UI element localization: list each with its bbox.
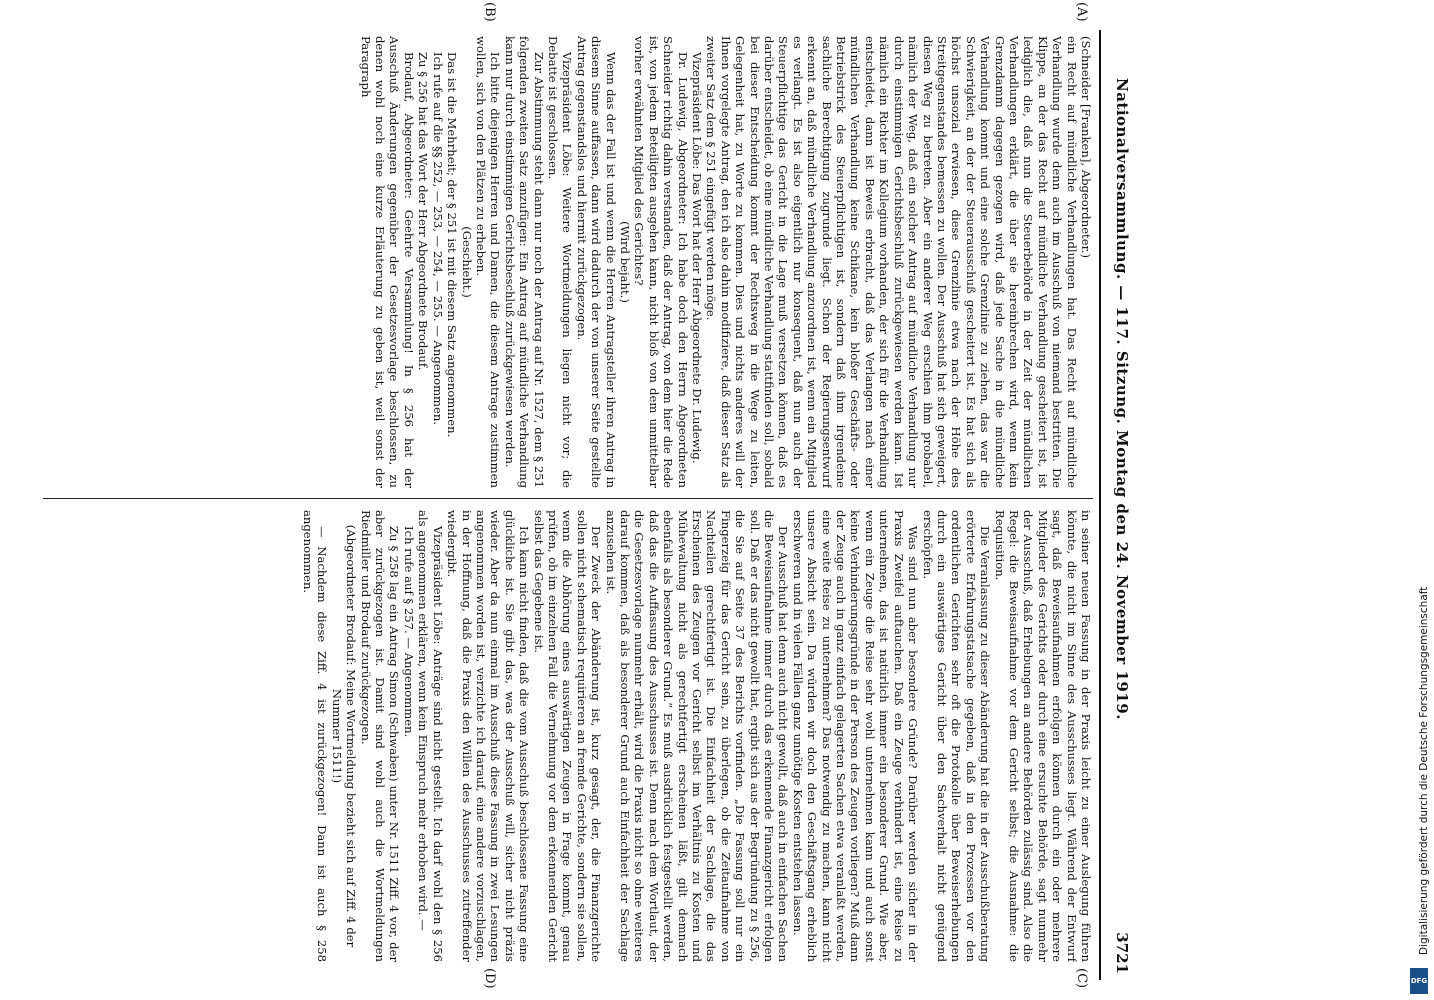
left-text-column (43, 36, 1093, 488)
left-column-paragraph: Zu § 256 hat das Wort der Herr Abgeordnete Brodauf. (416, 52, 431, 371)
right-column-paragraph: in seiner neuen Fassung in der Praxis leicht zu einer Auslegung führen könnte, die nicht im Sinne des Ausschusses liegt. Während der Entwurf sagt, daß Beweisaufnahmen erfolgen können durch ein oder mehrere Mitglieder des Gerichts oder durch eine ersuchte Behörde, sagt nunmehr der Ausschuß, daß Erhebungen an andere Behörden zulässig sind. Also die Regel: die Beweisaufnahme vor dem Gericht selbst; die Ausnahme: die Requisition. (992, 510, 1093, 962)
right-column-paragraph: Die Veranlassung zu dieser Abänderung hat die in der Ausschußberatung erörterte Erfahrungstatsache gegeben, daß in den Prozessen vor den ordentlichen Gerichten sehr oft die Protokolle über Beweiserhebungen durch ein auswärtiges Gericht über den Sachverhalt nicht genügend erschöpfen. (920, 510, 993, 962)
left-column-paragraph: (Wird bejaht.) (618, 221, 632, 303)
right-column-paragraph: Was sind nun aber besondere Gründe? Darüber werden sicher in der Praxis Zweifel auftauchen. Daß ein Zeuge verhindert ist, eine Reise zu unternehmen, das ist natürlich immer ein besonderer Grund. Wie aber, wenn ein Zeuge die Reise sehr wohl unternehmen kann und auch sonst keine Verhinderungsgründe in der Person des Zeugen vorliegen? Muß dann der Zeuge auch in ganz einfach gelagerten Sachen etwa veranlaßt werden, eine weite Reise zu unternehmen? Das notwendig zu machen, kann nicht unsere Absicht sein. Da würden wir doch den Geschäftsgang erheblich erschweren und in vielen Fällen ganz unnötige Kosten entstehen lassen. (790, 510, 921, 962)
page-header (1099, 30, 1141, 980)
left-column-paragraph: Ich bitte diejenigen Herren und Damen, die diesem Antrage zustimmen wollen, sich von den Plätzen zu erheben. (473, 36, 503, 488)
right-column-paragraph: Ich rufe auf § 257. — Angenommen. (401, 526, 416, 738)
margin-marker-c: (C) (1074, 968, 1089, 989)
margin-marker-a: (A) (1074, 2, 1089, 22)
page-title: Nationalversammlung. — 117. Sitzung. Montag den 24. November 1919. (1113, 78, 1131, 720)
left-column-paragraph: Ich rufe auf die §§ 252, — 253, — 254, — 255. — Angenommen. (430, 52, 445, 426)
left-column-paragraph: Das ist die Mehrheit; der § 251 ist mit diesem Satz angenommen. (445, 52, 460, 438)
right-column-paragraph: Der Ausschuß hat denn auch nicht gewollt, daß auch in einfachen Sachen die Beweisaufnahme immer durch das erkennende Finanzgericht erfolgen soll. Daß er das nicht gewollt hat, ergibt sich aus der Begründung zu § 256, die Sie auf Seite 37 des Berichts vorfinden. „Die Fassung soll nur ein Fingerzeig für das Gericht sein, zu überlegen, ob die Zeitaufnahme von Nachteilen gerechtfertigt ist. Die Einfachheit der Sachlage, die das Erscheinen des Zeugen vor Gericht selbst im Verhältnis zu Kosten und Mühewaltung nicht als gerechtfertigt erscheinen läßt, gilt demnach ebenfalls als besonderer Grund.“ Es muß ausdrücklich festgestellt werden, daß das die Auffassung des Ausschusses ist. Denn nach dem Wortlaut, der die Gesetzesvorlage nunmehr erhält, wird die Praxis nicht so ohne weiteres darauf kommen, daß als besonderer Grund auch Einfachheit der Sachlage anzusehen ist. (603, 510, 791, 962)
right-text-column (43, 510, 1093, 962)
scanned-page (32, 0, 1147, 1000)
column-divider (43, 498, 1093, 499)
left-column-paragraph: Wenn das der Fall ist und wenn die Herren Antragsteller ihren Antrag in diesem Sinne auffassen, dann wird dadurch der von unserer Seite gestellte Antrag gegenstandslos und hiermit zurückgezogen. (574, 36, 618, 488)
dfg-logo: DFG (1410, 968, 1428, 994)
left-column-paragraph: Brodauf, Abgeordneter: Geehrte Versammlung! In § 256 hat der Ausschuß Änderungen gegenüber der Gesetzesvorlage beschlossen, zu denen wohl noch eine kurze Erläuterung zu geben ist, weil sonst der Paragraph (358, 36, 416, 488)
right-column-paragraph: Zu § 258 lag ein Antrag Simon (Schwaben) unter Nr. 1511 Ziff. 4 vor, der aber zurückgezogen ist. Damit sind wohl auch die Wortmeldungen Riedmiller und Brodauf zurückgezogen. (358, 510, 402, 962)
right-column-paragraph: Der Zweck der Abänderung ist, kurz gesagt, der, die Finanzgerichte sollen nicht schematisch requirieren an fremde Gerichte, sondern sie sollen, wenn die Abhörung eines auswärtigen Zeugen in Frage kommt, genau prüfen, ob im einzelnen Fall die Vernehmung vor dem erkennenden Gericht selbst das Gegebene ist. (531, 510, 604, 962)
margin-marker-d: (D) (482, 968, 497, 989)
left-column-paragraph: Dr. Ludewig, Abgeordneter: Ich habe doch den Herrn Abgeordneten Schneider richtig dahin verstanden, daß der Antrag, von dem hier die Rede ist, von jedem Beteiligten ausgehen kann, nicht bloß von dem unmittelbar vorher erwähnten Mitglied des Gerichtes? (632, 36, 690, 488)
left-column-paragraph: Vizepräsident Löbe: Weitere Wortmeldungen liegen nicht vor; die Debatte ist geschlossen. (545, 36, 575, 488)
right-column-paragraph: Ich kann nicht finden, daß die vom Ausschuß beschlossene Fassung eine glückliche ist. Sie gibt das, was der Ausschuß will, sicher nicht präzis wieder. Aber da nun einmal im Ausschuß diese Fassung in zwei Lesungen angenommen worden ist, verzichte ich darauf, eine andere vorzuschlagen, in der Hoffnung, daß die Praxis den Willen des Ausschusses zutreffender wiedergibt. (445, 510, 532, 962)
right-column-paragraph: (Abgeordneter Brodauf: Meine Wortmeldung bezieht sich auf Ziff. 4 der Nummer 1511!) (329, 524, 359, 948)
margin-marker-b: (B) (482, 2, 497, 22)
left-column-paragraph: ein Recht auf mündliche Verhandlungen hat. Das Recht auf mündliche Verhandlung wurde denn auch im Ausschuß von niemand bestritten. Die Klippe, an der das Recht auf mündliche Verhandlung gescheitert ist, ist lediglich die, daß nun die Steuerbehörde in der Zeit der mündlichen Verhandlungen erklärt, die über sie hereinbrechen wird, wenn kein Grenzdamm dagegen gezogen wird, daß jede Sache in die mündliche Verhandlung kommt und eine solche Grenzlinie zu ziehen, das war die Schwierigkeit, an der der Steuerausschuß gescheitert ist. Es hat sich als höchst unsozial erwiesen, diese Grenzlinie etwa nach der Höhe des Streitgegenstandes bemessen zu wollen. Der Ausschuß hat sich geweigert, diesen Weg zu betreten. Aber ein anderer Weg erschien ihm probabel, nämlich der Weg, daß ein solcher Antrag auf mündliche Verhandlung nur durch einstimmigen Gerichtsbeschluß zurückgewiesen werden kann. Ist nämlich ein Richter im Kollegium vorhanden, der sich für die Verhandlung entscheidet, dann ist Beweis erbracht, daß das Verlangen nach einer mündlichen Verhandlung keine Schikane, kein bloßer Geschäfts- oder Betriebstrick des Steuerpflichtigen ist, sondern daß ihm irgendeine sachliche Berechtigung zugrunde liegt. Schon der Regierungsentwurf erkennt an, daß mündliche Verhandlung anzuordnen ist, wenn ein Mitglied es verlangt. Es ist also eigentlich nur konsequent, daß nun auch der Steuerpflichtige das Gericht in die Lage muß versetzen können, daß es darüber entscheidet, ob eine mündliche Verhandlung stattfinden soll, sobald bei dieser Entscheidung kommt der Rechtsweg in die Wege zu leiten, Gelegenheit hat, zu Worte zu kommen. Dies und nichts anderes will der Ihnen vorgelegte Antrag, den ich also dahin modifiziere, daß dieser Satz als zweiter Satz dem § 251 eingefügt werden möge. (704, 36, 1079, 488)
right-column-paragraph: — Nachdem diese Ziff. 4 ist zurückgezogen! Dann ist auch § 258 angenommen. (301, 510, 330, 962)
left-column-paragraph: Zur Abstimmung steht dann nur noch der Antrag auf Nr. 1527, dem § 251 folgenden zweiten Satz anzufügen: Ein Antrag auf mündliche Verhandlung kann nur durch einstimmigen Gerichtsbeschluß zurückgewiesen werden. (502, 36, 546, 488)
left-column-paragraph: (Schneider [Franken], Abgeordneter.) (1079, 36, 1093, 259)
digitization-credit: Digitalisierung gefördert durch die Deutsche Forschungsgemeinschaft (1418, 586, 1430, 955)
left-column-paragraph: (Geschieht.) (459, 226, 474, 298)
left-column-paragraph: Vizepräsident Löbe: Das Wort hat der Herr Abgeordnete Dr. Ludewig. (690, 52, 705, 464)
right-column-paragraph: Vizepräsident Löbe: Anträge sind nicht gestellt. Ich darf wohl den § 256 als angenommen erklären, wenn kein Einspruch mehr erhoben wird. — (416, 510, 445, 962)
page-number: 3721 (1113, 932, 1131, 974)
